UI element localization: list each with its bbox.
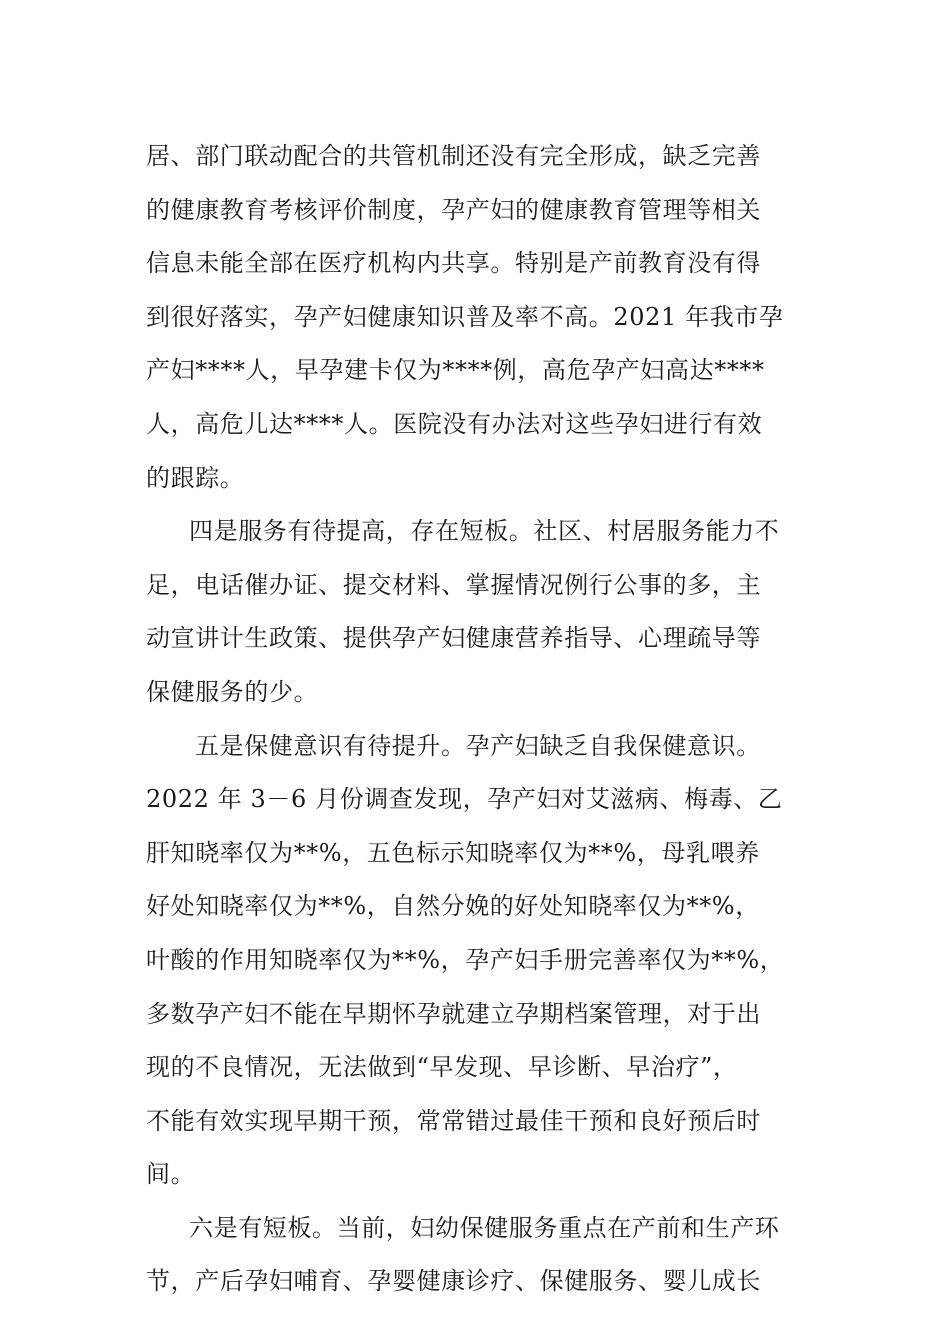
- text-line: 信息未能全部在医疗机构内共享。特别是产前教育没有得: [146, 249, 761, 278]
- text-line: 肝知晓率仅为**%，五色标示知晓率仅为**%，母乳喂养: [146, 838, 760, 867]
- text-line: 保健服务的少。: [146, 677, 319, 706]
- text-line: 的健康教育考核评价制度，孕产妇的健康教育管理等相关: [146, 195, 761, 224]
- text-line: 节，产后孕妇哺育、孕婴健康诊疗、保健服务、婴儿成长: [146, 1267, 761, 1296]
- text-line: 多数孕产妇不能在早期怀孕就建立孕期档案管理，对于出: [146, 999, 761, 1028]
- text-line: 2022 年 3－6 月份调查发现，孕产妇对艾滋病、梅毒、乙: [146, 785, 783, 814]
- text-line: 不能有效实现早期干预，常常错过最佳干预和良好预后时: [146, 1106, 761, 1135]
- body-text: [146, 130, 826, 1309]
- text-line: 居、部门联动配合的共管机制还没有完全形成，缺乏完善: [146, 142, 761, 170]
- text-line: 现的不良情况，无法做到“早发现、早诊断、早治疗”，: [146, 1053, 738, 1082]
- text-line: 间。: [146, 1160, 196, 1189]
- text-line: 人，高危儿达****人。医院没有办法对这些孕妇进行有效: [146, 409, 763, 438]
- text-line: 的跟踪。: [146, 463, 245, 492]
- paragraph-start-line: 四是服务有待提高，存在短板。社区、村居服务能力不: [189, 517, 780, 546]
- text-line: 叶酸的作用知晓率仅为**%，孕产妇手册完善率仅为**%，: [146, 945, 785, 974]
- paragraph-start-line: 六是有短板。当前，妇幼保健服务重点在产前和生产环: [189, 1213, 780, 1242]
- text-line: 足，电话催办证、提交材料、掌握情况例行公事的多，主: [146, 570, 761, 599]
- paragraph-start-line: 五是保健意识有待提升。孕产妇缺乏自我保健意识。: [195, 731, 761, 760]
- text-line: 好处知晓率仅为**%，自然分娩的好处知晓率仅为**%，: [146, 892, 760, 921]
- text-line: 产妇****人，早孕建卡仅为****例，高危孕产妇高达****: [146, 356, 765, 385]
- text-line: 到很好落实，孕产妇健康知识普及率不高。2021 年我市孕: [146, 302, 784, 331]
- text-line: 动宣讲计生政策、提供孕产妇健康营养指导、心理疏导等: [146, 624, 761, 653]
